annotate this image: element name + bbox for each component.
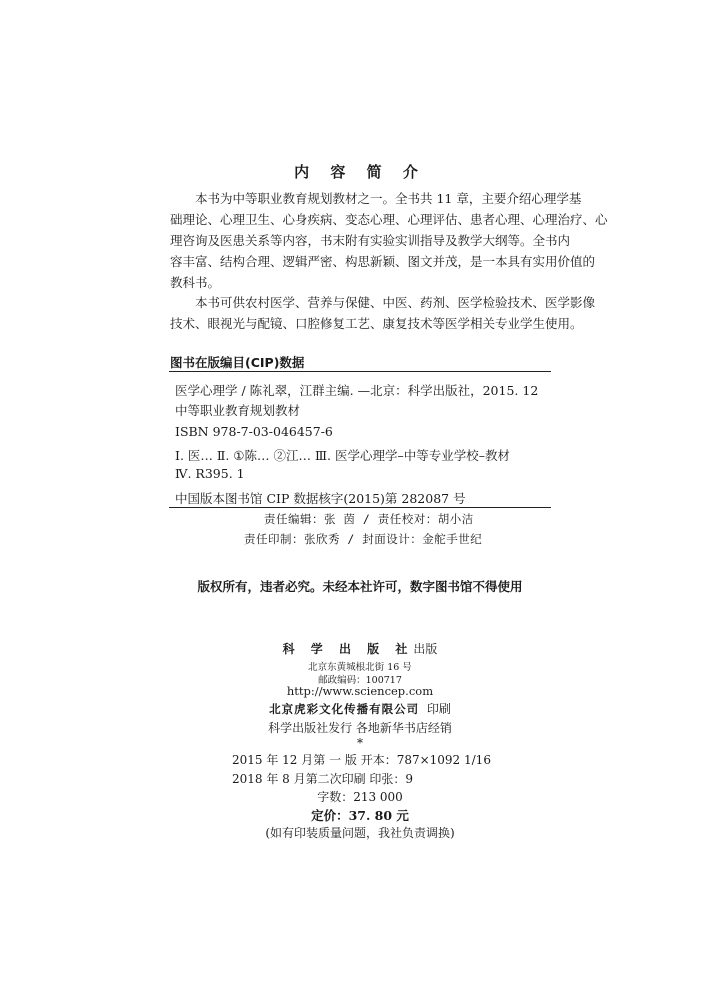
credits-production: 责任印制：张欣秀 / 封面设计：金舵手世纪 bbox=[244, 532, 483, 546]
publisher-url: http://www.sciencep.com bbox=[286, 684, 434, 698]
printer-suffix: 印刷 bbox=[426, 702, 451, 716]
summary-heading: 内 容 简 介 bbox=[294, 163, 426, 181]
cip-isbn: ISBN 978-7-03-046457-6 bbox=[175, 424, 333, 439]
cip-classification: Ⅳ. R395. 1 bbox=[175, 466, 245, 481]
summary-p1-line-2: 础理论、心理卫生、心身疾病、变态心理、心理评估、患者心理、心理治疗、心 bbox=[170, 212, 608, 227]
summary-p2-line-2: 技术、眼视光与配镜、口腔修复工艺、康复技术等医学相关专业学生使用。 bbox=[170, 316, 583, 331]
edition-line-1: 2015 年 12 月第 一 版 开本：787×1092 1/16 bbox=[232, 753, 491, 767]
summary-p1-line-1: 本书为中等职业教育规划教材之一。全书共 11 章，主要介绍心理学基 bbox=[195, 191, 582, 206]
copyright-notice: 版权所有，违者必究。未经本社许可，数字图书馆不得使用 bbox=[197, 579, 523, 594]
publisher-line bbox=[0, 640, 720, 657]
cip-heading: 图书在版编目(CIP)数据 bbox=[170, 355, 305, 370]
cip-bottom-rule bbox=[169, 507, 551, 508]
publisher-suffix: 出版 bbox=[413, 642, 438, 656]
quality-notice: (如有印装质量问题，我社负责调换) bbox=[265, 826, 455, 840]
publisher-name: 科 学 出 版 社 bbox=[282, 642, 414, 656]
word-count: 字数：213 000 bbox=[317, 790, 403, 804]
cip-series-line: 中等职业教育规划教材 bbox=[175, 403, 301, 418]
printer-line bbox=[0, 700, 720, 717]
summary-p1-line-4: 容丰富、结构合理、逻辑严密、构思新颖、图文并茂，是一本具有实用价值的 bbox=[170, 254, 596, 269]
cip-core-number: 中国版本图书馆 CIP 数据核字(2015)第 282087 号 bbox=[175, 491, 466, 506]
distribution-line: 科学出版社发行 各地新华书店经销 bbox=[268, 721, 452, 735]
price: 定价：37. 80 元 bbox=[311, 808, 409, 823]
publisher-postcode: 邮政编码：100717 bbox=[318, 675, 402, 686]
edition-line-2: 2018 年 8 月第二次印刷 印张：9 bbox=[232, 772, 414, 786]
credits-editor: 责任编辑：张 茵 / 责任校对：胡小洁 bbox=[264, 512, 474, 526]
cip-top-rule bbox=[169, 371, 551, 372]
summary-paragraph-1 bbox=[170, 188, 608, 293]
summary-p1-line-5: 教科书。 bbox=[170, 275, 221, 290]
cip-title-line: 医学心理学 / 陈礼翠，江群主编. —北京：科学出版社，2015. 12 bbox=[175, 383, 539, 398]
summary-p1-line-3: 理咨询及医患关系等内容，书末附有实验实训指导及教学大纲等。全书内 bbox=[170, 233, 571, 248]
publisher-address: 北京东黄城根北街 16 号 bbox=[308, 662, 412, 673]
printer-name: 北京虎彩文化传播有限公司 bbox=[269, 702, 420, 716]
summary-p2-line-1: 本书可供农村医学、营养与保健、中医、药剂、医学检验技术、医学影像 bbox=[195, 295, 596, 310]
cip-subjects: Ⅰ. 医… Ⅱ. ①陈… ②江… Ⅲ. 医学心理学–中等专业学校–教材 bbox=[175, 448, 510, 463]
summary-paragraph-2 bbox=[170, 292, 596, 334]
separator-star: * bbox=[357, 736, 363, 750]
